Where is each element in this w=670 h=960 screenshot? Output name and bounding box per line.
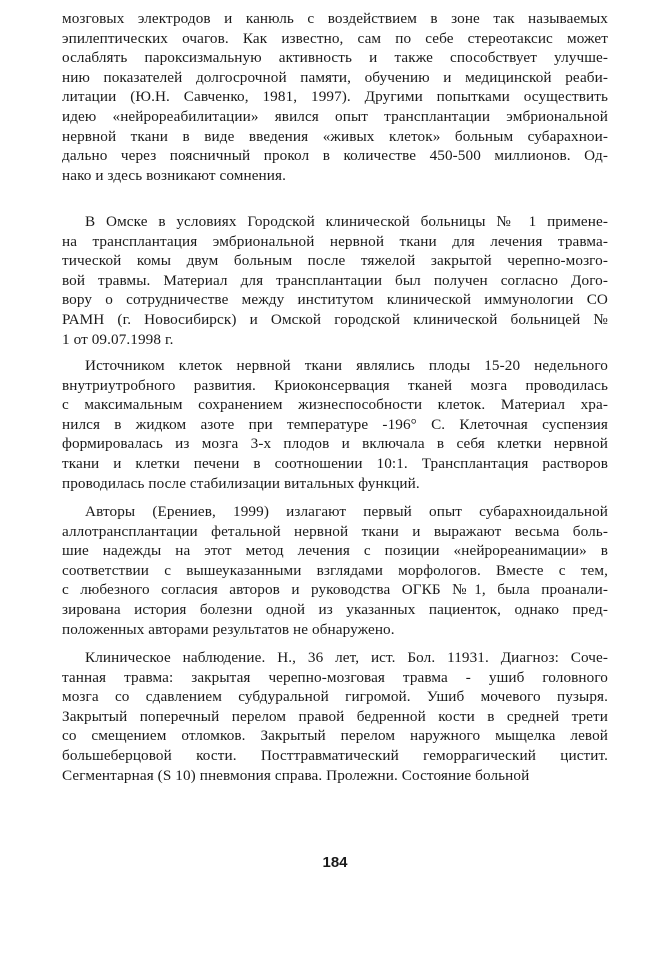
text-line: формировалась из мозга 3-х плодов и включала в себя клетки нервной [62,435,608,453]
text-line: зирована история болезни одной из указанных пациенток, однако пред- [62,600,608,618]
text-line: нился в жидком азоте при температуре -196° С. Клеточная суспензия [62,415,608,433]
text-line: танная травма: закрытая черепно-мозговая травма - ушиб головного [62,668,608,686]
text-line: вой травмы. Материал для трансплантации был получен согласно Дого- [62,271,608,289]
text-line: тической комы двум больным после тяжелой закрытой черепно-мозго- [62,252,608,270]
text-line: со смещением отломков. Закрытый перелом наружного мыщелка левой [62,727,608,745]
text-line: РАМН (г. Новосибирск) и Омской городской клинической больницей № [62,310,608,328]
text-line: дально через поясничный прокол в количестве 450-500 миллионов. Од- [62,147,608,165]
text-line: Сегментарная (S 10) пневмония справа. Пролежни. Состояние больной [62,766,530,784]
text-line: ткани и клетки печени в соотношении 10:1. Трансплантация растворов [62,454,608,472]
text-line: ослаблять пароксизмальную активность и также способствует улучше- [62,49,608,67]
text-line: положенных авторами результатов не обнаружено. [62,620,395,638]
text-line: литации (Ю.Н. Савченко, 1981, 1997). Другими попытками осуществить [62,88,608,106]
text-line: с любезного согласия авторов и руководства ОГКБ №1, была проанали- [62,581,608,599]
text-line: шие надежды на этот метод лечения с позиции «нейрореанимации» в [62,542,608,560]
text-line: аллотрансплантации фетальной нервной ткани и выражают весьма боль- [62,522,608,540]
paragraph [62,9,608,185]
text-line: Клиническое наблюдение. Н., 36 лет, ист. Бол. 11931. Диагноз: Соче- [85,649,608,666]
text-line: 1 от 09.07.1998 г. [62,330,174,348]
text-line: большеберцовой кости. Посттравматический геморрагический цистит. [62,746,608,764]
text-line: Закрытый поперечный перелом правой бедренной кости в средней трети [62,707,608,725]
paragraph [62,212,608,349]
text-line: эпилептических очагов. Как известно, сам по себе стереотаксис может [62,29,608,47]
text-line: с максимальным сохранением жизнеспособности клеток. Материал хра- [62,396,608,414]
paragraph [62,356,608,493]
text-line: идею «нейрореабилитации» явился опыт трансплантации эмбриональной [62,107,608,125]
text-line: В Омске в условиях Городской клинической больницы № 1 примене- [85,213,608,230]
paragraph [62,502,608,639]
text-line: Авторы (Ерениев, 1999) излагают первый опыт субарахноидальной [85,503,608,520]
text-line: на трансплантация эмбриональной нервной ткани для лечения травма- [62,232,608,250]
paragraph [62,648,608,785]
text-line: вору о сотрудничестве между институтом клинической иммунологии СО [62,291,608,309]
text-line: соответствии с вышеуказанными взглядами морфологов. Вместе с тем, [62,561,608,579]
text-line: мозга со сдавлением субдуральной гигромой. Ушиб мочевого пузыря. [62,688,608,706]
text-line: нако и здесь возникают сомнения. [62,166,286,184]
text-line: нервной ткани в виде введения «живых клеток» больным субарахнои- [62,127,608,145]
text-line: внутриутробного развития. Криоконсервация тканей мозга проводилась [62,376,608,394]
page-number: 184 [322,854,348,871]
text-line: мозговых электродов и канюль с воздействием в зоне так называемых [62,10,608,27]
text-line: проводилась после стабилизации витальных функций. [62,474,420,492]
text-line: Источником клеток нервной ткани являлись плоды 15-20 недельного [85,357,608,374]
text-line: нию показателей долгосрочной памяти, обучению и медицинской реаби- [62,68,608,86]
